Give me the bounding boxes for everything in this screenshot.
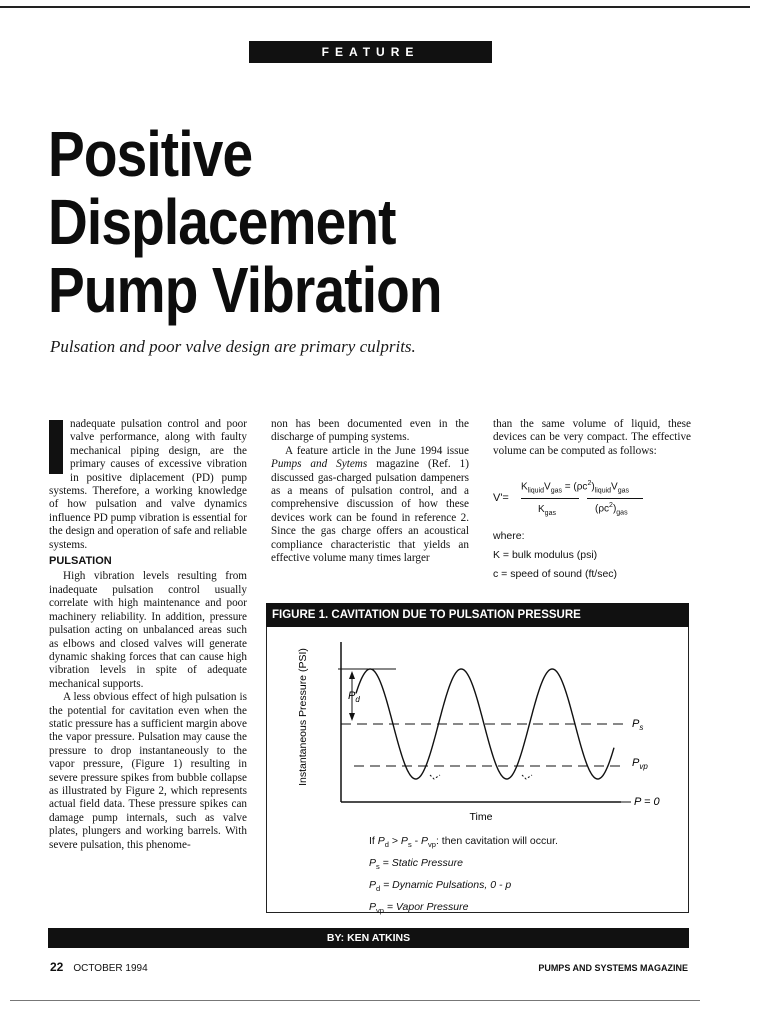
cond-ps-sub: s [407,840,412,850]
magazine-name-footer: PUMPS AND SYSTEMS MAGAZINE [538,963,688,973]
den-gas-sub: gas [616,509,628,517]
num-sup: 2 [587,480,592,487]
cavitation-mark-2 [522,775,532,779]
title-line-3: Pump Vibration [48,254,442,326]
num-rho-c: (ρc [573,481,588,493]
figure-1-plot [266,627,689,832]
ps-label: $P_s$ [632,718,644,732]
cond-pd: P [377,835,385,847]
cond-ps: P [400,835,408,847]
legend-ps-desc: = Static Pressure [379,857,463,870]
num-paren: ) [591,481,595,493]
col1-paragraph-1: nadequate pulsation control and poor valve performance, along with faulty mechanical piping design, are the primary causes of excessive vibration in positive diplacement (PD) pump systems. Therefore, a working knowledge of how pulsation and valve dynamics influence PD pump vibration is essential for the design and operation of safe and reliable systems. [49,418,247,551]
cond-pd-sub: d [384,840,389,850]
formula-lhs: V'= [493,492,509,504]
figure-1-header: FIGURE 1. CAVITATION DUE TO PULSATION PRESSURE [266,603,689,627]
column-3 [493,418,691,458]
cond-gt: > [388,835,401,847]
figure-1-notes [369,832,669,920]
legend-pd-sym: P [369,879,377,892]
denominator-1 [538,504,556,517]
column-2 [271,418,469,565]
effective-volume-formula [493,478,693,528]
den-rho-c: (ρc [595,503,610,515]
cavitation-condition [369,832,669,854]
bottom-rule [10,1000,700,1001]
cavitation-mark-1 [430,775,440,779]
y-axis-label: Instantaneous Pressure (PSI) [297,648,309,786]
den-sup: 2 [609,502,613,509]
num-v2: V [611,481,618,493]
cond-if: If [369,835,378,847]
section-heading-pulsation: PULSATION [49,555,112,568]
pd-label: $P_d$ [348,690,360,704]
col2-text-b: magazine (Ref. 1) discussed gas-charged pulsation dampeners as a means of pulsation control, and a comprehensive discussion of how these devices work can be found in reference 2. Since the gas charge offers an acoustical compliance characteristic that yields an effective volume many times larger [271,458,469,565]
author-byline: BY: KEN ATKINS [48,928,689,948]
title-line-2: Displacement [48,186,396,258]
where-label: where: [493,530,525,542]
article-title [48,120,548,324]
formula-numerator [521,480,629,494]
num-k: K [521,481,528,493]
col1-paragraph-3: A less obvious effect of high pulsation is the potential for cavitation even when the static pressure has a sufficient margin above the vapor pressure. Pulsation may cause the pressure to drop instantaneously to the vapor pressure, (Figure 1) resulting in severe pressure spikes from bubble collapse as illustrated by Figure 2, which represents actual field data. These pressure spikes can damage pump internals, such as valve plates, plungers and working barrels. With severe pulsation, this phenome- [49,691,247,851]
x-axis-label: Time [469,811,493,823]
top-rule [0,6,750,8]
cond-result: : then cavitation will occur. [435,835,558,847]
definition-c: c = speed of sound (ft/sec) [493,568,618,580]
magazine-name: Pumps and Sytems [271,458,368,471]
feature-banner: FEATURE [249,41,492,63]
fraction-bar-1 [521,498,579,499]
col2-paragraph-2 [271,445,469,566]
pd-arrow-down [349,713,355,721]
legend-pd [369,876,669,898]
legend-ps [369,854,669,876]
column-1 [49,418,247,852]
article-subtitle: Pulsation and poor valve design are primary culprits. [50,337,416,356]
cond-pvp: P [421,835,429,847]
num-equals: = [564,481,571,493]
legend-pd-desc: = Dynamic Pulsations, 0 - p [380,879,512,892]
drop-cap-I [49,420,63,474]
den-k: K [538,504,545,515]
legend-pd-sub: d [376,884,381,894]
p0-label: P = 0 [634,796,660,808]
definition-k: K = bulk modulus (psi) [493,549,598,561]
formula-definitions [493,527,693,584]
legend-pvp-sym: P [369,901,377,914]
num-v: V [544,481,551,493]
den-k-sub: gas [544,510,556,517]
col2-paragraph-1: non has been documented even in the discharge of pumping systems. [271,418,469,444]
footer-left [50,960,148,974]
den-paren: ) [612,503,617,515]
cond-minus: - [411,835,422,847]
denominator-2 [595,502,628,516]
num-liquid-sub: liquid [594,487,612,495]
pvp-label: $P_{vp}$ [632,757,648,771]
legend-pvp-desc: = Vapor Pressure [383,901,469,914]
col2-text-a: A feature article in the June 1994 issue [285,444,469,457]
issue-date: OCTOBER 1994 [73,963,148,974]
cond-pvp-sub: vp [428,840,436,850]
legend-ps-sym: P [369,857,377,870]
num-v-sub: gas [550,487,562,495]
col3-paragraph-1: than the same volume of liquid, these devices can be very compact. The effective volume can be computed as follows: [493,418,691,457]
legend-pvp-sub: vp [376,906,384,916]
pd-arrow-up [349,671,355,679]
num-v2-sub: gas [617,487,630,495]
fraction-bar-2 [587,498,643,499]
page-number: 22 [50,960,64,974]
col1-paragraph-2: High vibration levels resulting from inadequate pulsation control usually correlate with high maintenance and poor machinery reliability. In addition, pressure pulsation acting on unbalanced areas such as elbows and closed valves will generate dynamic shaking forces that can cause high vibration levels in spite of adequate mechanical supports. [49,570,247,690]
num-k-sub: liquid [527,487,545,495]
legend-pvp [369,898,669,920]
title-line-1: Positive [48,118,253,190]
legend-ps-sub: s [376,862,380,872]
